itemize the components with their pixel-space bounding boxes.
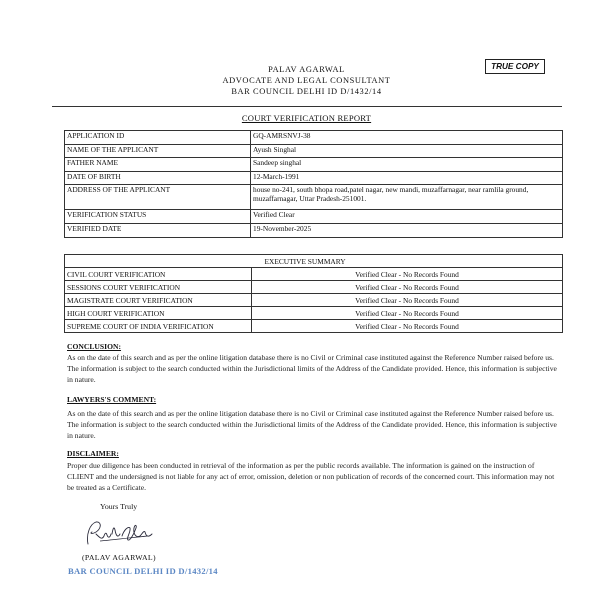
table-row	[65, 223, 563, 237]
detail-value: house no-241, south bhopa road,patel nagar, new mandi, muzaffarnagar, near ramlila ground, muzaffarnagar, Uttar Pradesh-251001.	[251, 185, 563, 210]
summary-label: HIGH COURT VERIFICATION	[65, 307, 252, 320]
advocate-name: PALAV AGARWAL	[268, 65, 345, 74]
executive-summary-table	[64, 254, 563, 333]
detail-label: APPLICATION ID	[65, 131, 251, 145]
summary-result: Verified Clear - No Records Found	[252, 307, 563, 320]
detail-label: DATE OF BIRTH	[65, 171, 251, 185]
applicant-details-table	[64, 130, 563, 238]
detail-label: VERIFICATION STATUS	[65, 210, 251, 224]
detail-value: 12-March-1991	[251, 171, 563, 185]
detail-label: VERIFIED DATE	[65, 223, 251, 237]
executive-summary-heading: EXECUTIVE SUMMARY	[252, 255, 563, 268]
conclusion-title: CONCLUSION:	[67, 342, 122, 351]
table-row	[65, 268, 563, 281]
summary-result: Verified Clear - No Records Found	[252, 294, 563, 307]
table-row	[65, 185, 563, 210]
header-divider	[52, 106, 562, 107]
table-row	[65, 210, 563, 224]
detail-value: 19-November-2025	[251, 223, 563, 237]
detail-label: ADDRESS OF THE APPLICANT	[65, 185, 251, 210]
summary-result: Verified Clear - No Records Found	[252, 268, 563, 281]
table-row	[65, 171, 563, 185]
lawyers-comment-text: As on the date of this search and as per the online litigation database there is no Civil or Criminal case instituted against the Reference Number raised before us. The information is subject to the search conducted within the Jurisdictional limits of the Address of the Candidate provided. Hence, this information is subjective in nature.	[67, 409, 557, 440]
detail-label: NAME OF THE APPLICANT	[65, 144, 251, 158]
true-copy-stamp: TRUE COPY	[485, 59, 545, 74]
table-row	[65, 158, 563, 172]
summary-label: SUPREME COURT OF INDIA VERIFICATION	[65, 320, 252, 333]
detail-label: FATHER NAME	[65, 158, 251, 172]
summary-label: CIVIL COURT VERIFICATION	[65, 268, 252, 281]
detail-value: Verified Clear	[251, 210, 563, 224]
table-row	[65, 307, 563, 320]
closing-text: Yours Truly	[100, 502, 138, 511]
advocate-designation: ADVOCATE AND LEGAL CONSULTANT	[222, 76, 391, 85]
bar-council-header: BAR COUNCIL DELHI ID D/1432/14	[231, 87, 382, 96]
detail-value: Ayush Singhal	[251, 144, 563, 158]
table-row	[65, 294, 563, 307]
table-row	[65, 131, 563, 145]
signatory-name: (PALAV AGARWAL)	[82, 553, 156, 562]
table-row	[65, 255, 563, 268]
conclusion-text: As on the date of this search and as per the online litigation database there is no Civil or Criminal case instituted against the Reference Number raised before us. The information is subject to the search conducted within the Jurisdictional limits of the Address of the Candidate provided. Hence, this information is subjective in nature.	[67, 353, 557, 384]
summary-result: Verified Clear - No Records Found	[252, 320, 563, 333]
report-title	[0, 113, 613, 123]
summary-label: MAGISTRATE COURT VERIFICATION	[65, 294, 252, 307]
table-row	[65, 320, 563, 333]
summary-head-spacer	[65, 255, 252, 268]
table-row	[65, 144, 563, 158]
detail-value: GQ-AMRSNVJ-38	[251, 131, 563, 145]
table-row	[65, 281, 563, 294]
signatory-bar-council-id: BAR COUNCIL DELHI ID D/1432/14	[68, 566, 218, 576]
handwritten-signature-icon	[82, 516, 162, 550]
disclaimer-text: Proper due diligence has been conducted in retrieval of the information as per the public records available. The information is gained on the instruction of CLIENT and the undersigned is not liable for any act of error, omission, deletion or non publication of records of the concerned court. This information may not be treated as a Certificate.	[67, 461, 555, 492]
lawyers-comment-title: LAWYERS'S COMMENT:	[67, 395, 157, 404]
summary-label: SESSIONS COURT VERIFICATION	[65, 281, 252, 294]
report-title-text: COURT VERIFICATION REPORT	[241, 113, 372, 123]
detail-value: Sandeep singhal	[251, 158, 563, 172]
disclaimer-title: DISCLAIMER:	[67, 449, 119, 458]
summary-result: Verified Clear - No Records Found	[252, 281, 563, 294]
